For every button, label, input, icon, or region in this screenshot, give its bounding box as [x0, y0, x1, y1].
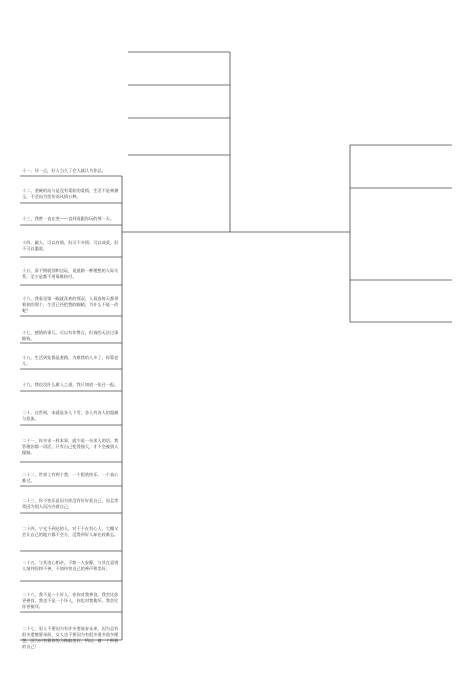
left-item-11[interactable]: 十一、坏一点，好人当久了会人就认为你怂。: [22, 168, 106, 173]
left-item-18[interactable]: 十八、生活到处都是套路，为难我的人多了，你算老几。: [22, 355, 119, 366]
left-item-22[interactable]: 二十二、世界上有两个我，一个假装快乐，一个真心难过。: [22, 472, 119, 483]
left-item-13[interactable]: 十三、我曾一直在变——直到再跟你玩的那一天。: [22, 216, 115, 221]
left-item-16[interactable]: 十六、我看见第一眼就喜欢的那双，人看选每天都带着你的那个，生活已经把我的眼睛，为什么不能一改呢？: [22, 296, 119, 313]
left-item-20[interactable]: 二十、在世间，本就是各人下雪，各人有各人的隐痛与悲流。: [22, 410, 119, 421]
left-item-26[interactable]: 二十六、我不是一个好人，你你对我善良，我会比你更善良。我也不是一个坏人，你也对我使坏，我会比你更使坏。: [22, 592, 119, 609]
left-item-12[interactable]: 十二、坚硬的站与是没有柔软的爱情，生活不是林黛玉，不会因为忧伤而风情万种。: [22, 188, 119, 199]
left-item-25[interactable]: 二十五、与其违心相亲，不如一人安静，与其在意别人批判你和不善，不如经营自己的善声和美好。: [22, 560, 119, 571]
left-item-21[interactable]: 二十一、你多求一样本事，就少说一句求人的话。我管理你都一切活，只有自己变得强大，才不会被别人踩踏。: [22, 438, 119, 455]
left-item-23[interactable]: 二十三、你不快乐是因为你没有好好爱自己，而且常常因为别人而冷冷着自己。: [22, 498, 119, 509]
left-item-14[interactable]: 十四、做人，可以有情，但可不多情；可以成爱，但不可以滥爱。: [22, 240, 119, 251]
left-item-17[interactable]: 十七、感情的事儿，可以有作弊点，但真的无法过事细致。: [22, 330, 119, 341]
left-item-24[interactable]: 二十四、宁光不到达的人，对于不在有心人，大概又会让自己的地方都不会方，没得到好人却在较难忘。: [22, 526, 119, 537]
left-item-27[interactable]: 二十七、男人不要因为有许多要放弃未来，因为总有很多遗憾要承担，女人也不要因为有很多道多道多理想，因为只有靠你努力换取美好，所以，做一个积极的自己！: [22, 626, 119, 649]
left-item-19[interactable]: 十九、我也没什么敢入之道，我只知道一张还一报。: [22, 382, 119, 387]
left-item-15[interactable]: 十五、看不惯就别和边玩，说道路一种理想的人际关系，至少是都不用靠维持付。: [22, 268, 119, 279]
